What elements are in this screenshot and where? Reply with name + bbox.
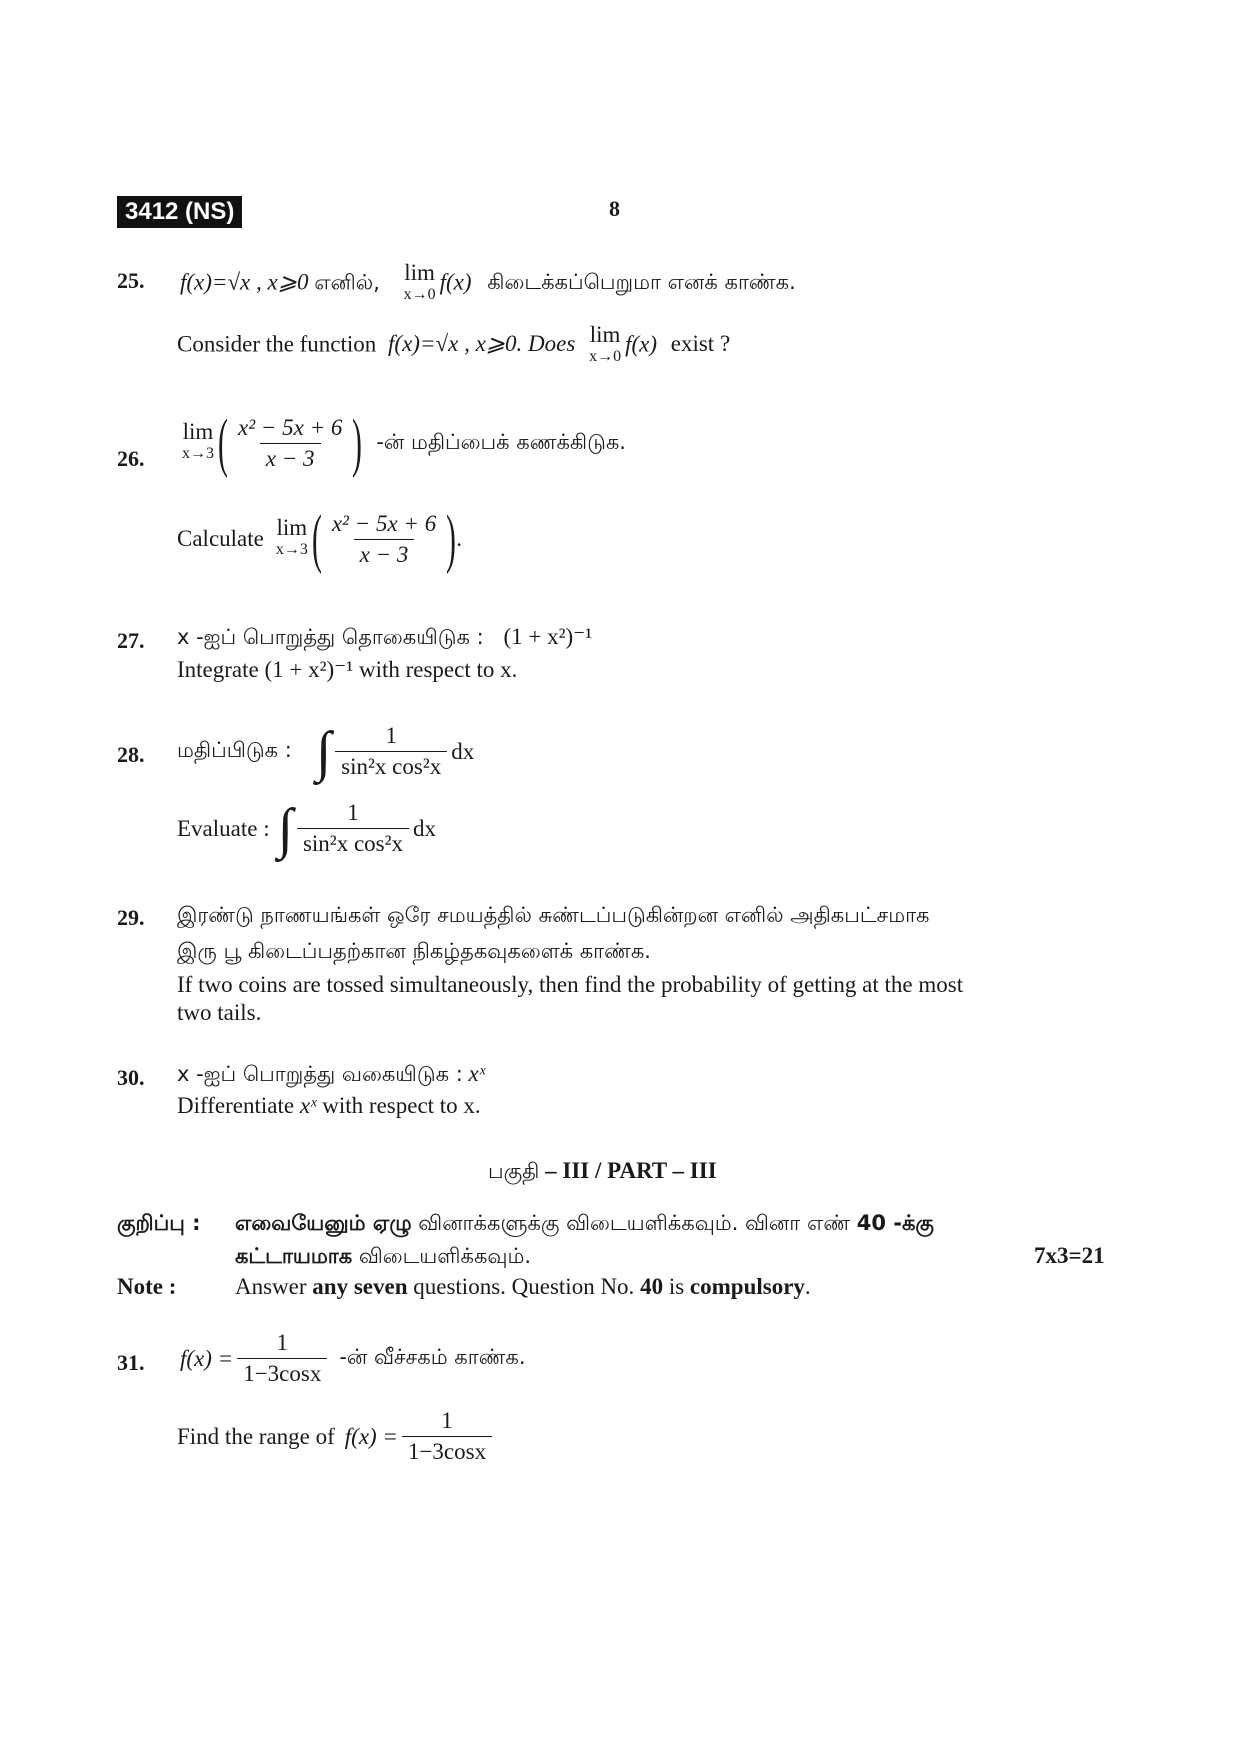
q26-limit xyxy=(182,421,214,465)
q27-en-prefix: Integrate xyxy=(177,657,259,682)
q25-en-lim-sub: x→0 xyxy=(589,348,622,365)
q25-en-limit xyxy=(589,324,621,368)
q31-ta-instruction: -ன் வீச்சகம் காண்க. xyxy=(339,1345,526,1369)
q28-en-numerator: 1 xyxy=(347,800,359,825)
part3-heading-ta: பகுதி xyxy=(488,1159,540,1183)
page-number: 8 xyxy=(609,196,620,221)
part3-heading-en: – III / PART – III xyxy=(539,1158,717,1183)
q27-tamil-line xyxy=(177,624,592,652)
q28-ta-label: மதிப்பிடுக : xyxy=(177,738,292,762)
q26-fraction xyxy=(232,415,348,472)
q31-en-fx: f(x) = xyxy=(344,1423,398,1449)
q28-dx: dx xyxy=(451,738,475,764)
q28-tamil-line xyxy=(177,720,475,783)
q26-en-numerator: x² − 5x + 6 xyxy=(331,510,437,536)
q30-en-expression: xˣ xyxy=(299,1093,317,1118)
q31-english-line xyxy=(177,1408,496,1465)
note-ta-bold3: கட்டாயமாக xyxy=(235,1244,353,1268)
question-number-31: 31. xyxy=(117,1350,145,1375)
q31-en-numerator: 1 xyxy=(441,1408,453,1433)
q31-numerator: 1 xyxy=(276,1330,288,1355)
q31-tamil-line xyxy=(180,1330,526,1387)
q26-en-left-paren: ( xyxy=(311,502,322,575)
note-ta-line2 xyxy=(235,1244,531,1271)
q28-en-integral-sign: ∫ xyxy=(277,797,293,860)
note-en-t2: questions. Question No. xyxy=(407,1274,641,1299)
q28-en-label: Evaluate : xyxy=(177,815,270,841)
note-ta-text2: விடையளிக்கவும். xyxy=(352,1244,532,1268)
note-ta-bold2: 40 -க்கு xyxy=(856,1211,934,1235)
q25-english-line xyxy=(177,324,730,368)
question-number-29: 29. xyxy=(117,905,145,930)
q26-en-denominator: x − 3 xyxy=(354,539,415,568)
question-number-30: 30. xyxy=(117,1065,145,1090)
q25-tamil-line xyxy=(180,262,796,306)
part3-heading xyxy=(488,1158,717,1186)
q26-ta-instruction: -ன் மதிப்பைக் கணக்கிடுக. xyxy=(376,429,626,454)
q26-en-period: . xyxy=(456,526,462,551)
q29-en-line1: If two coins are tossed simultaneously, then find the probability of getting at the most xyxy=(177,972,964,997)
note-en-b2: 40 xyxy=(640,1274,664,1299)
note-en-t4: . xyxy=(804,1274,811,1299)
q28-numerator: 1 xyxy=(385,723,397,748)
q25-en-prefix: Consider the function xyxy=(177,331,377,357)
q30-english-line xyxy=(177,1093,481,1119)
marks-allocation: 7x3=21 xyxy=(1034,1243,1105,1268)
note-ta-text1: வினாக்களுக்கு விடையளிக்கவும். வினா எண் xyxy=(411,1211,857,1235)
q30-en-suffix: with respect to x. xyxy=(322,1093,481,1118)
q26-en-fraction xyxy=(326,511,442,568)
q26-en-limit xyxy=(276,517,308,561)
q28-en-dx: dx xyxy=(413,815,436,841)
q28-en-denominator: sin²x cos²x xyxy=(297,828,409,857)
q31-fraction xyxy=(237,1330,327,1387)
q25-lim-sub: x→0 xyxy=(403,286,436,303)
q30-ta-instruction: x -ஐப் பொறுத்து வகையிடுக : xyxy=(177,1062,463,1086)
q27-ta-expression: (1 + x²)⁻¹ xyxy=(503,624,593,649)
q26-english-line xyxy=(177,502,462,575)
q25-en-lim-label: lim xyxy=(589,322,621,347)
q26-lim-label: lim xyxy=(182,419,214,444)
q25-limit xyxy=(404,262,436,306)
question-number-25: 25. xyxy=(117,268,145,293)
q29-ta-line2: இரு பூ கிடைப்பதற்கான நிகழ்தகவுகளைக் காண்க. xyxy=(177,939,651,963)
q27-en-expression: (1 + x²)⁻¹ xyxy=(264,657,354,682)
q27-ta-instruction: x -ஐப் பொறுத்து தொகையிடுக : xyxy=(177,625,484,649)
q26-denominator: x − 3 xyxy=(260,443,321,472)
q26-en-right-paren: ) xyxy=(446,502,457,575)
q30-en-prefix: Differentiate xyxy=(177,1093,295,1118)
q26-en-lim-sub: x→3 xyxy=(275,541,308,558)
q25-en-function: f(x)=√x , x⩾0. Does xyxy=(388,331,576,357)
note-en-b1: any seven xyxy=(312,1274,408,1299)
q28-english-line xyxy=(177,797,436,860)
q25-ta-question: கிடைக்கப்பெறுமா எனக் காண்க. xyxy=(487,270,796,295)
q26-tamil-line xyxy=(182,406,626,479)
q27-english-line xyxy=(177,657,517,683)
q28-fraction xyxy=(335,723,447,780)
q29-ta-line1: இரண்டு நாணயங்கள் ஒரே சமயத்தில் சுண்டப்படுகின்றன எனில் அதிகபட்சமாக xyxy=(177,903,930,927)
q31-fx: f(x) = xyxy=(180,1345,234,1371)
q31-en-prefix: Find the range of xyxy=(177,1423,335,1449)
q30-tamil-line xyxy=(177,1061,485,1089)
paper-code-badge: 3412 (NS) xyxy=(117,196,242,228)
q25-ta-function: f(x)=√x , x⩾0 xyxy=(180,269,309,295)
q30-ta-expression: xˣ xyxy=(468,1061,486,1086)
note-ta-label: குறிப்பு : xyxy=(117,1211,201,1235)
q26-en-lim-label: lim xyxy=(276,515,308,540)
note-en-t1: Answer xyxy=(235,1274,313,1299)
q28-integral-sign: ∫ xyxy=(315,720,332,783)
question-number-28: 28. xyxy=(117,742,145,767)
question-number-27: 27. xyxy=(117,628,145,653)
q31-en-denominator: 1−3cosx xyxy=(402,1436,492,1465)
q31-denominator: 1−3cosx xyxy=(237,1358,327,1387)
q27-en-suffix: with respect to x. xyxy=(358,657,518,682)
note-en-b3: compulsory xyxy=(689,1274,805,1299)
q25-lim-fn: f(x) xyxy=(439,269,472,295)
q25-en-suffix: exist ? xyxy=(670,331,731,357)
note-en-line xyxy=(235,1274,811,1300)
note-en-t3: is xyxy=(663,1274,690,1299)
q28-denominator: sin²x cos²x xyxy=(335,751,447,780)
q26-en-prefix: Calculate xyxy=(177,526,264,551)
q31-en-fraction xyxy=(402,1408,492,1465)
question-number-26: 26. xyxy=(117,446,145,471)
q26-right-paren: ) xyxy=(352,406,363,479)
q28-en-fraction xyxy=(297,800,409,857)
q25-en-lim-fn: f(x) xyxy=(625,331,657,357)
q25-ta-condition: எனில், xyxy=(314,270,380,295)
note-ta-bold1: எவையேனும் ஏழு xyxy=(235,1211,412,1235)
q26-left-paren: ( xyxy=(218,406,228,479)
q26-lim-sub: x→3 xyxy=(182,445,214,462)
q29-en-line2: two tails. xyxy=(177,1000,262,1025)
q25-lim-label: lim xyxy=(404,260,435,285)
note-en-label: Note : xyxy=(117,1274,177,1299)
note-ta-line1 xyxy=(235,1211,934,1238)
q26-numerator: x² − 5x + 6 xyxy=(237,414,343,440)
